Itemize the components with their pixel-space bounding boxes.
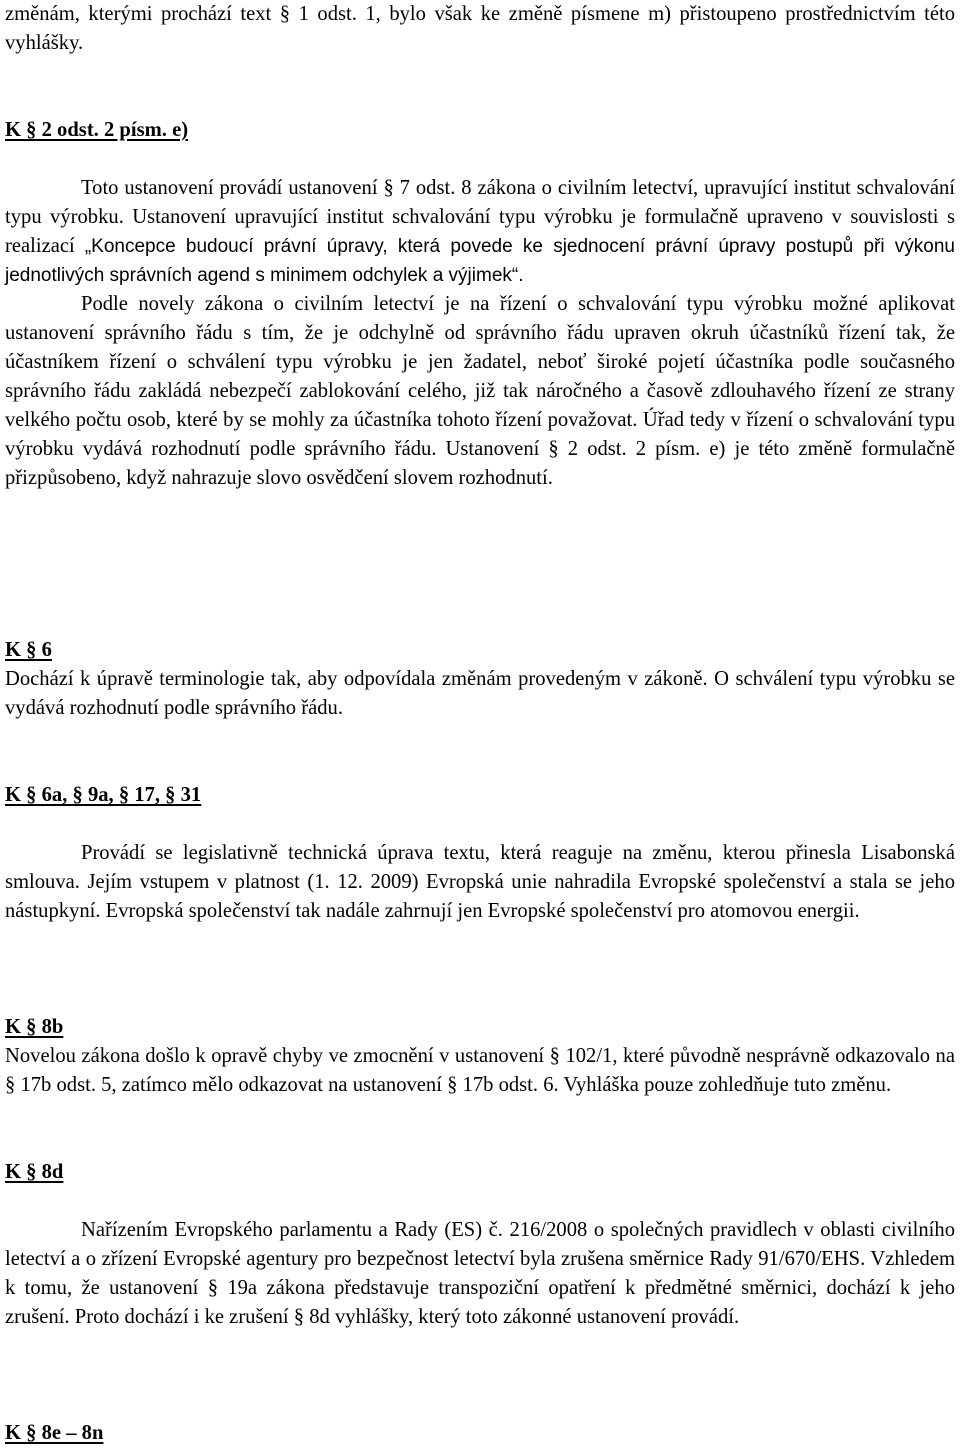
paragraph: Novelou zákona došlo k opravě chyby ve zmocnění v ustanovení § 102/1, které původně nesprávně odkazovalo na § 17b odst. 5, zatímco mělo odkazovat na ustanovení § 17b odst. 6. Vyhláška pouze zohledňuje tuto změnu. [5,1045,955,1096]
section-heading: K § 8e – 8n [5,1422,104,1444]
section-8d [5,1158,955,1187]
paragraph-text: Toto ustanovení provádí ustanovení § 7 odst. 8 zákona o civilním letectví, upravující institut schvalování typu výrobku. Ustanovení upravující institut schvalování typu výrobku je formulačně upraveno v souvislosti s realizací [5,177,955,257]
paragraph: Nařízením Evropského parlamentu a Rady (ES) č. 216/2008 o společných pravidlech v oblasti civilního letectví a o zřízení Evropské agentury pro bezpečnost letectví byla zrušena směrnice Rady 91/670/EHS. Vzhledem k tomu, že ustanovení § 19a zákona představuje transpoziční opatření k předmětné směrnici, dochází k jeho zrušení. Proto dochází i ke zrušení § 8d vyhlášky, který toto zákonné ustanovení provádí. [5,1219,955,1328]
paragraph: Dochází k úpravě terminologie tak, aby odpovídala změnám provedeným v zákoně. O schválení typu výrobku se vydává rozhodnutí podle správního řádu. [5,668,955,719]
section-6a-9a-17-31-body [5,839,955,926]
paragraph [5,174,955,290]
section-heading: K § 8b [5,1016,64,1038]
paragraph: změnám, kterými prochází text § 1 odst. 1, bylo však ke změně písmene m) přistoupeno prostřednictvím této vyhlášky. [5,3,955,54]
section-8b [5,1013,955,1100]
section-2-2-e-body [5,174,955,493]
intro-paragraph [5,0,955,58]
section-heading: K § 8d [5,1161,64,1183]
section-6a-9a-17-31 [5,781,955,810]
section-heading: K § 6 [5,639,52,661]
section-2-2-e [5,116,955,145]
section-8e-8n [5,1419,955,1448]
section-8d-body [5,1216,955,1332]
section-6 [5,636,955,723]
section-heading: K § 2 odst. 2 písm. e) [5,119,189,141]
paragraph: Provádí se legislativně technická úprava textu, která reaguje na změnu, kterou přinesla Lisabonská smlouva. Jejím vstupem v platnost (1. 12. 2009) Evropská unie nahradila Evropské společenství a stala se jeho nástupkyní. Evropská společenství tak nadále zahrnují jen Evropské společenství pro atomovou energii. [5,842,955,922]
paragraph: Podle novely zákona o civilním letectví je na řízení o schvalování typu výrobku možné aplikovat ustanovení správního řádu s tím, že je odchylně od správního řádu upraven okruh účastníků řízení tak, že účastníkem řízení o schválení typu výrobku je jen žadatel, neboť široké pojetí účastníka podle současného správního řádu zakládá nebezpečí zablokování celého, již tak náročného a časově zdlouhavého řízení ze strany velkého počtu osob, které by se mohly za účastníka tohoto řízení považovat. Úřad tedy v řízení o schvalování typu výrobku vydává rozhodnutí podle správního řádu. Ustanovení § 2 odst. 2 písm. e) je této změně formulačně přizpůsobeno, když nahrazuje slovo osvědčení slovem rozhodnutí. [5,293,955,489]
quoted-concept-text: „Koncepce budoucí právní úpravy, která povede ke sjednocení právní úpravy postupů při výkonu jednotlivých správních agend s minimem odchylek a výjimek“. [5,236,955,286]
section-heading: K § 6a, § 9a, § 17, § 31 [5,784,202,806]
